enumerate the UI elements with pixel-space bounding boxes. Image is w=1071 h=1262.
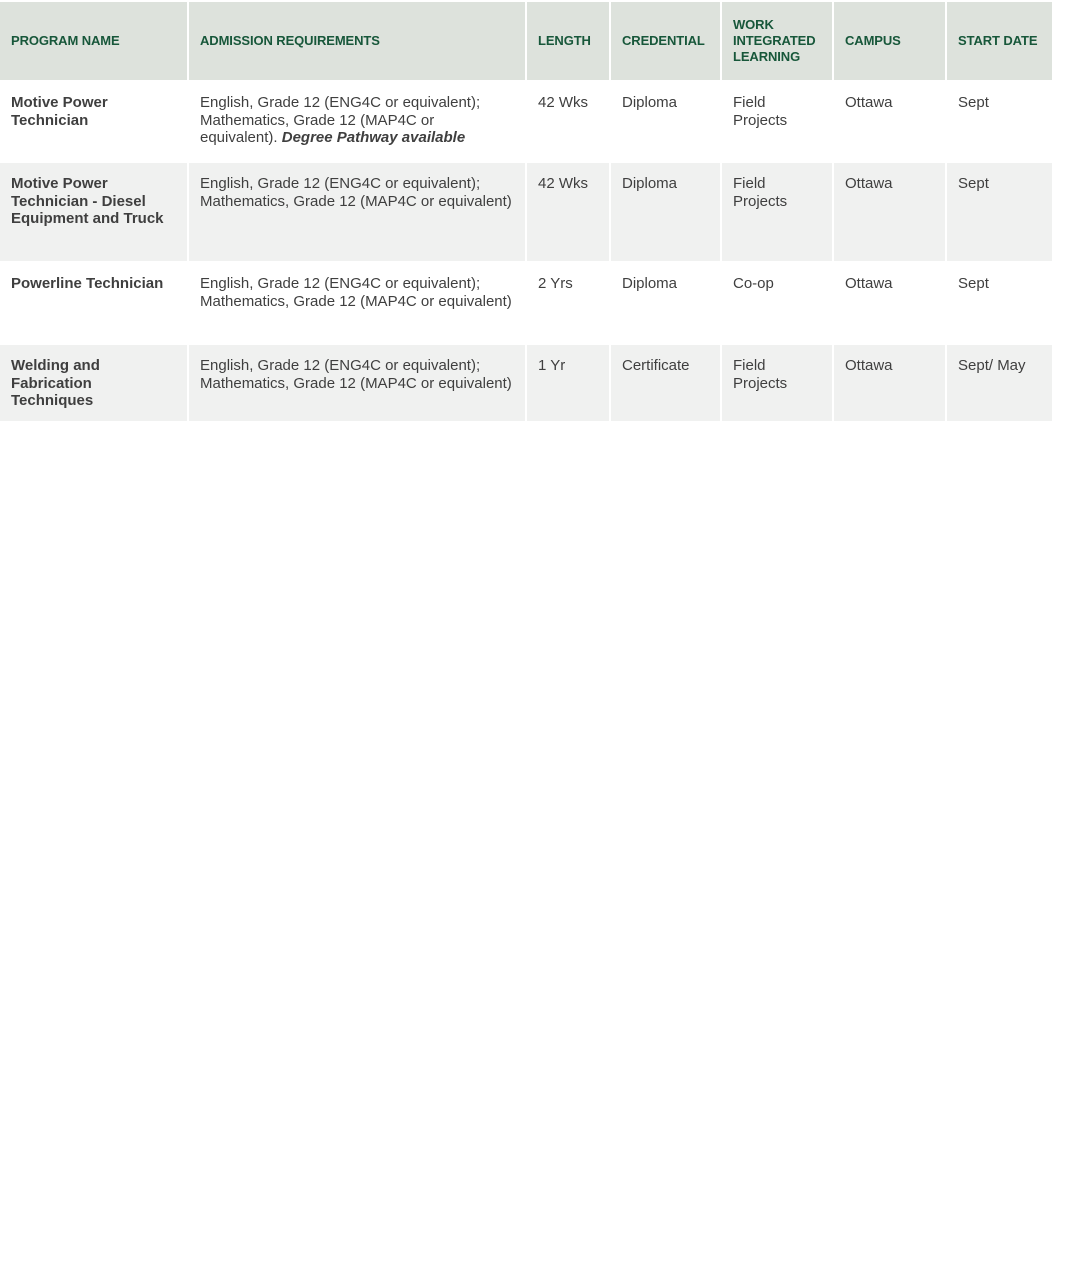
credential-cell: Diploma <box>611 263 720 343</box>
header-row <box>0 2 1052 80</box>
length-cell: 1 Yr <box>527 345 609 421</box>
header-credential: CREDENTIAL <box>611 2 720 80</box>
table-row <box>0 345 1052 421</box>
table-header <box>0 2 1052 80</box>
table-body <box>0 82 1052 421</box>
programs-table <box>0 0 1054 423</box>
work-integrated-learning-cell: Field Projects <box>722 345 832 421</box>
campus-cell: Ottawa <box>834 263 945 343</box>
credential-cell: Certificate <box>611 345 720 421</box>
admission-requirements-cell: English, Grade 12 (ENG4C or equivalent); Mathematics, Grade 12 (MAP4C or equivalent) <box>189 263 525 343</box>
length-cell: 42 Wks <box>527 82 609 161</box>
table-row <box>0 263 1052 343</box>
campus-cell: Ottawa <box>834 345 945 421</box>
admission-requirements-text: English, Grade 12 (ENG4C or equivalent); Mathematics, Grade 12 (MAP4C or equivalent). <box>200 94 481 146</box>
credential-cell: Diploma <box>611 82 720 161</box>
table-row <box>0 163 1052 261</box>
header-campus: CAMPUS <box>834 2 945 80</box>
work-integrated-learning-cell: Field Projects <box>722 82 832 161</box>
program-name-cell: Motive Power Technician - Diesel Equipment and Truck <box>0 163 187 261</box>
program-name-cell: Welding and Fabrication Techniques <box>0 345 187 421</box>
header-start-date: START DATE <box>947 2 1052 80</box>
length-cell: 2 Yrs <box>527 263 609 343</box>
admission-requirements-cell <box>189 82 525 161</box>
length-cell: 42 Wks <box>527 163 609 261</box>
credential-cell: Diploma <box>611 163 720 261</box>
admission-requirements-cell: English, Grade 12 (ENG4C or equivalent); Mathematics, Grade 12 (MAP4C or equivalent) <box>189 345 525 421</box>
header-admission-requirements: ADMISSION REQUIREMENTS <box>189 2 525 80</box>
start-date-cell: Sept/ May <box>947 345 1052 421</box>
work-integrated-learning-cell: Co-op <box>722 263 832 343</box>
start-date-cell: Sept <box>947 82 1052 161</box>
start-date-cell: Sept <box>947 263 1052 343</box>
work-integrated-learning-cell: Field Projects <box>722 163 832 261</box>
header-work-integrated-learning: WORK INTEGRATED LEARNING <box>722 2 832 80</box>
start-date-cell: Sept <box>947 163 1052 261</box>
header-program-name: PROGRAM NAME <box>0 2 187 80</box>
campus-cell: Ottawa <box>834 163 945 261</box>
header-length: LENGTH <box>527 2 609 80</box>
program-name-cell: Powerline Technician <box>0 263 187 343</box>
admission-requirements-cell: English, Grade 12 (ENG4C or equivalent); Mathematics, Grade 12 (MAP4C or equivalent) <box>189 163 525 261</box>
campus-cell: Ottawa <box>834 82 945 161</box>
degree-pathway-note: Degree Pathway available <box>281 129 466 146</box>
program-name-cell: Motive Power Technician <box>0 82 187 161</box>
table-row <box>0 82 1052 161</box>
